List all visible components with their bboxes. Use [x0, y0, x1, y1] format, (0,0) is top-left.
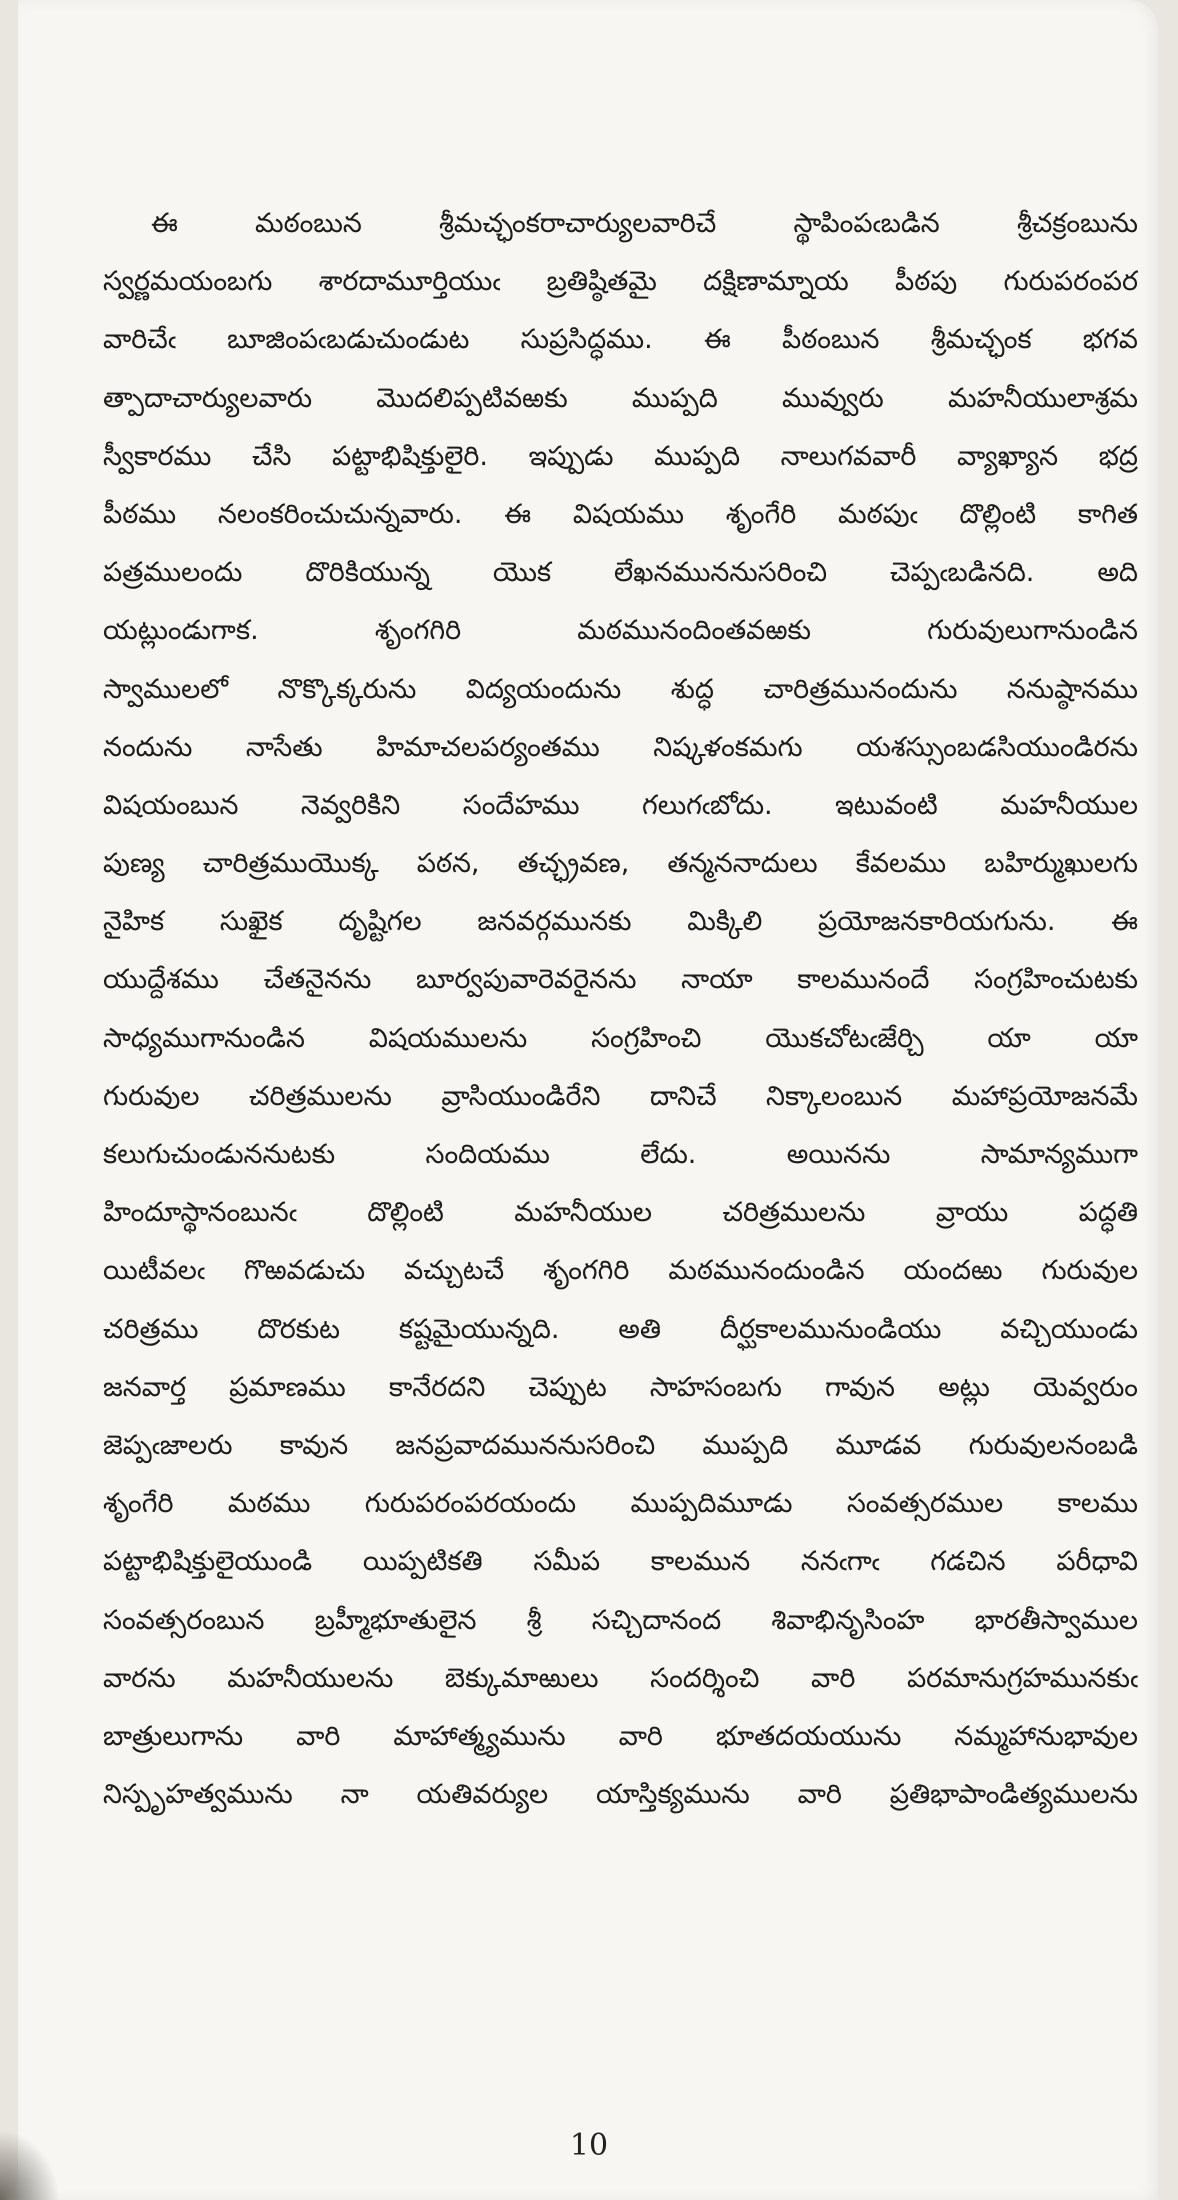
text-line: చరిత్రము దొరకుట కష్టమైయున్నది. అతి దీర్ఘకాలమునుండియు వచ్చియుండు — [103, 1313, 1138, 1345]
text-line: యుద్దేశము చేతనైనను బూర్వపువారెవరైనను నాయా కాలమునందే సంగ్రహించుటకు — [103, 964, 1138, 996]
text-line: స్వర్ణమయంబగు శారదామూర్తియుఁ బ్రతిష్ఠితమై దక్షిణామ్నాయ పీఠపు గురుపరంపర — [103, 266, 1138, 298]
text-line: స్వీకారము చేసి పట్టాభిషిక్తులైరి. ఇప్పుడు ముప్పది నాలుగవవారీ వ్యాఖ్యాన భద్ర — [103, 440, 1138, 472]
text-line: కలుగుచుండుననుటకు సందియము లేదు. అయినను సామాన్యముగా — [103, 1139, 1138, 1170]
text-line: వారను మహనీయులను బెక్కుమాఱులు సందర్శించి వారి పరమానుగ్రహమునకుఁ — [103, 1662, 1138, 1694]
text-line: పుణ్య చారిత్రముయొక్క పఠన, తచ్ఛ్రవణ, తన్మననాదులు కేవలము బహిర్ముఖులగు — [103, 848, 1138, 880]
text-line: నందును నాసేతు హిమాచలపర్యంతము నిష్కళంకమగు యశస్సుంబడసియుండిరను — [103, 731, 1138, 763]
text-line: స్వాములలో నొక్కొక్కరును విద్యయందును శుద్ధ చారిత్రమునందును ననుష్ఠానము — [103, 673, 1138, 705]
text-line: జనవార్త ప్రమాణము కానేరదని చెప్పుట సాహసంబగు గావున అట్లు యెవ్వరుం — [103, 1371, 1138, 1403]
text-line: పట్టాభిషిక్తులైయుండి యిప్పటికతి సమీప కాలమున ననఁగాఁ గడచిన పరీధావి — [103, 1546, 1138, 1578]
text-line: సంవత్సరంబున బ్రహ్మీభూతులైన శ్రీ సచ్చిదానంద శివాభినృసింహ భారతీస్వాముల — [103, 1604, 1138, 1636]
text-line: వారిచేఁ బూజింపఁబడుచుండుట సుప్రసిద్ధము. ఈ పీఠంబున శ్రీమచ్ఛంక భగవ — [103, 324, 1138, 356]
book-page — [18, 0, 1158, 2200]
text-line: సాధ్యముగానుండిన విషయములను సంగ్రహించి యొకచోటఁజేర్చి యా యా — [103, 1022, 1138, 1054]
text-line: హిందూస్థానంబునఁ దొల్లింటి మహనీయుల చరిత్రములను వ్రాయు పద్ధతి — [103, 1197, 1138, 1229]
text-line: పీఠము నలంకరించుచున్నవారు. ఈ విషయము శృంగేరి మఠపుఁ దొల్లింటి కాగిత — [103, 498, 1138, 530]
text-line: నైహిక సుఖైక దృష్టిగల జనవర్గమునకు మిక్కిలి ప్రయోజనకారియగును. ఈ — [103, 906, 1138, 938]
text-line: యిటీవలఁ గొఱవడుచు వచ్చుటచే శృంగగిరి మఠమునందుండిన యందఱు గురువుల — [103, 1255, 1138, 1287]
text-line: యట్లుండుగాక. శృంగగిరి మఠమునందింతవఱకు గురువులుగానుండిన — [103, 615, 1138, 647]
text-line: నిస్పృహత్వమును నా యతివర్యుల యాస్తిక్యమును వారి ప్రతిభాపాండిత్యములను — [103, 1779, 1138, 1811]
text-line: గురువుల చరిత్రములను వ్రాసియుండిరేని దానిచే నిక్కాలంబున మహాప్రయోజనమే — [103, 1080, 1138, 1112]
text-line: శృంగేరి మఠము గురుపరంపరయందు ముప్పదిమూడు సంవత్సరముల కాలము — [103, 1488, 1138, 1520]
text-line: పత్రములందు దొరికియున్న యొక లేఖనముననుసరించి చెప్పఁబడినది. అది — [103, 557, 1138, 589]
telugu-paragraph — [103, 195, 1138, 1824]
page-number: 10 — [569, 2128, 609, 2163]
text-line: బాత్రులుగాను వారి మాహాత్మ్యమును వారి భూతదయయును నమ్మహానుభావుల — [103, 1720, 1138, 1752]
text-line: ఈ మఠంబున శ్రీమచ్ఛంకరాచార్యులవారిచే స్థాపింపఁబడిన శ్రీచక్రంబును — [151, 208, 1138, 239]
finger-shadow — [0, 2130, 60, 2200]
text-line: జెప్పఁజాలరు కావున జనప్రవాదముననుసరించి ముప్పది మూడవ గురువులనంబడి — [103, 1429, 1138, 1461]
text-line: త్పాదాచార్యులవారు మొదలిప్పటివఱకు ముప్పది మువ్వురు మహనీయులాశ్రమ — [103, 382, 1138, 414]
text-line: విషయంబున నెవ్వరికిని సందేహము గలుగఁబోదు. ఇటువంటి మహనీయుల — [103, 789, 1138, 821]
